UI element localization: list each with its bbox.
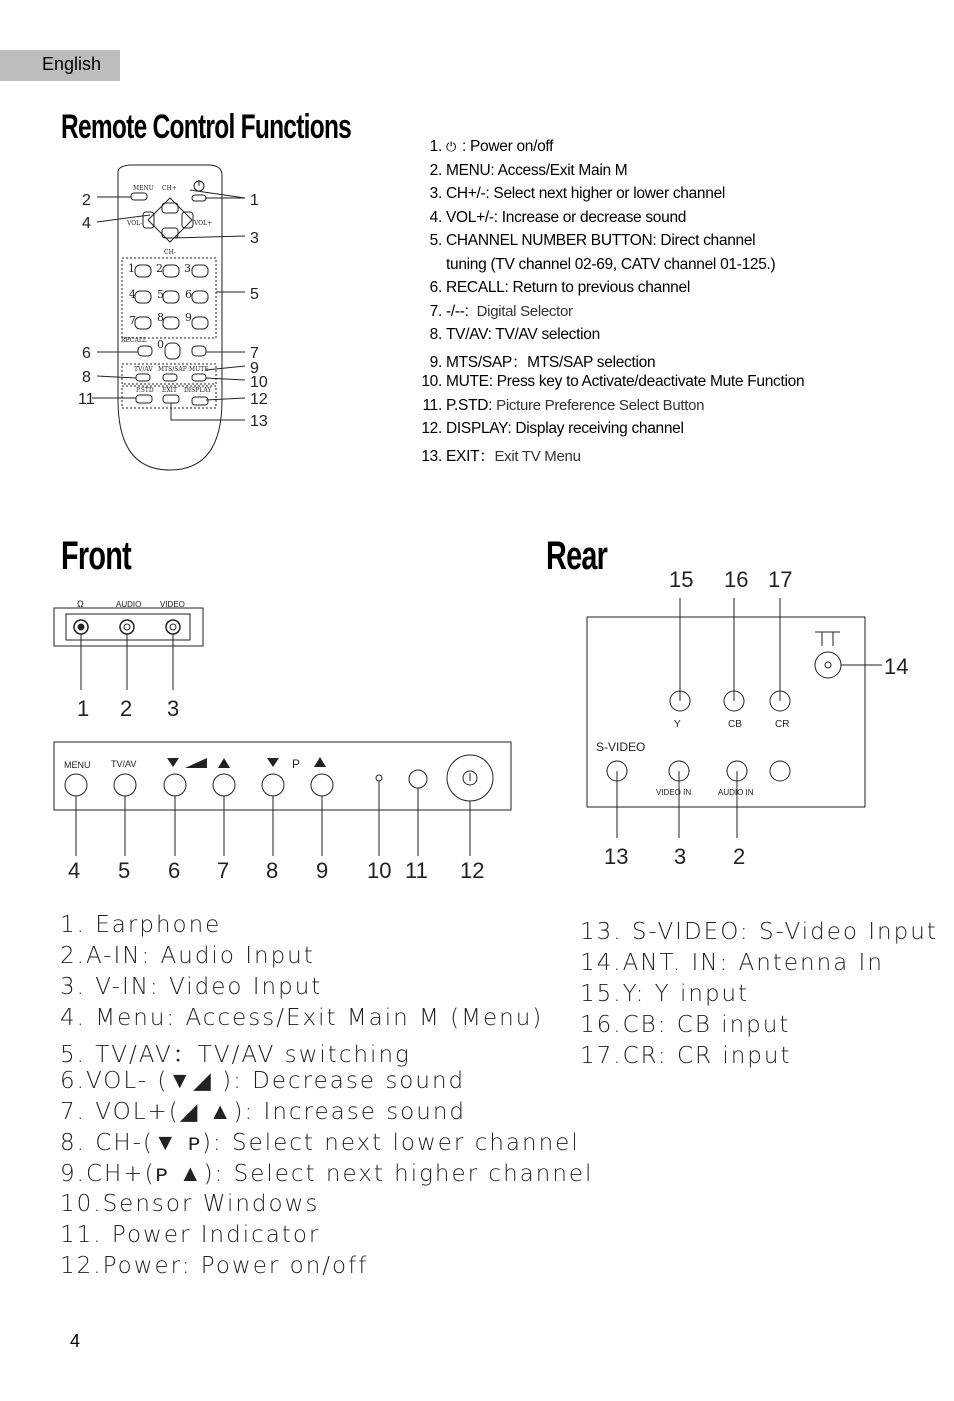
svg-text:5: 5 [157,288,164,301]
front-panel-glyphs [64,757,326,771]
svg-text:8: 8 [82,369,91,386]
remote-item: 11. P.STD: Picture Preference Select Button [422,396,705,414]
rear-bottom-number: 2 [733,844,746,869]
rear-panel-labels [596,719,789,797]
svg-text:2: 2 [82,192,91,209]
volume-ramp-icon [185,758,207,768]
svg-text:9: 9 [250,360,259,377]
front-description-item: 2.A-IN: Audio Input [60,943,315,969]
down-triangle-icon [167,758,179,767]
svg-text:10: 10 [250,374,268,391]
power-icon: ⏻ [446,139,456,154]
front-description-item: 8. CH-(▼ ᴘ): Select next lower channel [60,1130,580,1156]
up-triangle-icon [218,758,230,768]
svg-text:4: 4 [129,288,136,301]
svg-text:11: 11 [78,391,95,408]
rear-side-number: 14 [884,654,909,679]
front-description-item: 4. Menu: Access/Exit Main M (Menu) [60,1005,544,1031]
headphone-icon: Ω [77,599,84,609]
front-description-item: 6.VOL- (▼◢ ): Decrease sound [60,1068,466,1094]
rear-bottom-number: 3 [674,844,687,869]
page-number: 4 [70,1331,81,1351]
up-triangle-icon [314,757,326,767]
remote-item: 10. MUTE: Press key to Activate/deactivate Mute Function [421,373,805,390]
rear-bottom-number: 13 [604,844,629,869]
remote-tvav-label: TV/AV [134,366,153,373]
remote-control-drawing [92,165,245,470]
language-label: English [42,54,102,74]
svg-text:VIDEO: VIDEO [160,600,185,609]
svg-text:4: 4 [82,215,91,232]
front-jack-number: 1 [77,696,90,721]
svg-text:7: 7 [129,314,136,327]
svg-text:6: 6 [185,288,192,301]
remote-recall-label: RECALL [121,337,147,344]
front-control-panel [54,742,511,856]
front-panel-number: 8 [266,858,279,883]
remote-item: tuning (TV channel 02-69, CATV channel 01-125.) [446,255,776,273]
svg-text:AUDIO IN: AUDIO IN [718,788,754,797]
front-panel-number: 4 [68,858,81,883]
remote-display-label: DISPLAY [184,387,212,394]
number-buttons [135,265,208,329]
front-menu-label: MENU [64,760,91,770]
remote-exit-label: EXIT [162,387,178,394]
remote-ch-minus-label: CH- [164,249,176,256]
remote-item: 7. -/--: Digital Selector [429,302,573,320]
remote-pstd-label: P.STD [136,387,154,394]
remote-item: 8. TV/AV: TV/AV selection [429,326,600,343]
remote-item: 4. VOL+/-: Increase or decrease sound [429,208,687,226]
front-panel-number: 10 [367,858,392,883]
rear-title: Rear [546,534,608,578]
antenna-icon [815,632,840,646]
svg-text:1: 1 [250,192,259,209]
svg-text:3: 3 [250,230,259,247]
remote-digit-labels [128,262,192,351]
svg-text:CB: CB [728,719,742,730]
front-panel-number: 7 [217,858,230,883]
rear-panel [587,598,882,838]
remote-button-labels [121,185,212,394]
front-description-item: 1. Earphone [60,912,222,938]
remote-vol-minus-label: VOL- [127,220,143,227]
front-tvav-label: TV/AV [111,759,137,769]
rear-top-number: 15 [669,567,694,592]
rear-description-item: 17.CR: CR input [580,1043,792,1069]
svg-text:0: 0 [157,338,164,351]
front-panel-number: 11 [405,858,428,883]
remote-menu-label: MENU [133,185,154,192]
front-jack-labels [77,599,185,609]
svg-text:9: 9 [185,311,192,324]
svg-text:Y: Y [674,719,681,730]
remote-item: 12. DISPLAY: Display receiving channel [421,420,684,437]
front-panel-number: 6 [168,858,181,883]
front-panel-number: 9 [316,858,329,883]
down-triangle-icon [267,758,279,767]
remote-item: 6. RECALL: Return to previous channel [429,279,690,296]
svg-text:CR: CR [775,719,790,730]
remote-vol-plus-label: VOL+ [194,220,213,227]
svg-text:6: 6 [82,345,91,362]
front-description-item: 12.Power: Power on/off [60,1253,369,1279]
front-p-label: P [292,757,301,771]
svg-text:12: 12 [250,391,268,408]
front-panel-number: 12 [460,858,485,883]
remote-mts-label: MTS/SAP [158,366,187,373]
remote-control-title: Remote Control Functions [61,108,352,146]
rear-description-item: 14.ANT. IN: Antenna In [580,950,884,976]
rear-top-number: 16 [724,567,749,592]
svg-text:AUDIO: AUDIO [116,600,142,609]
svg-text:7: 7 [250,345,259,362]
svg-text:13: 13 [250,413,268,430]
svg-text:8: 8 [157,311,164,324]
remote-item: 5. CHANNEL NUMBER BUTTON: Direct channel [429,232,756,249]
front-description-item: 5. TV/AV：TV/AV switching [60,1042,411,1068]
remote-item: 2. MENU: Access/Exit Main M [429,161,628,179]
svg-text:S-VIDEO: S-VIDEO [596,740,646,754]
remote-item: 3. CH+/-: Select next higher or lower channel [429,185,726,202]
rear-description-item: 15.Y: Y input [580,981,750,1007]
svg-text:2: 2 [156,262,163,275]
remote-item: 9. MTS/SAP：MTS/SAP selection [429,353,656,371]
front-jack-number: 2 [120,696,133,721]
front-panel-number: 5 [118,858,131,883]
front-jack-number: 3 [167,696,180,721]
svg-text:5: 5 [250,286,259,303]
language-tab [0,50,120,81]
front-description-item: 9.CH+(ᴘ ▲): Select next higher channel [60,1161,594,1187]
svg-text:VIDEO IN: VIDEO IN [656,788,692,797]
remote-item: 1. ⏻ : Power on/off [429,138,554,155]
svg-text:3: 3 [184,262,191,275]
front-description-item: 7. VOL+(◢ ▲): Increase sound [60,1099,466,1125]
remote-mute-label: MUTE [189,366,209,373]
remote-callout-numbers [78,192,268,430]
front-description-item: 10.Sensor Windows [60,1191,320,1217]
rear-description-item: 16.CB: CB input [580,1012,791,1038]
rear-description-item: 13. S-VIDEO: S-Video Input [580,919,938,945]
svg-text:1: 1 [128,262,135,275]
front-description-item: 3. V-IN: Video Input [60,974,323,1000]
front-jack-panel [54,608,203,690]
remote-ch-label: CH+ [162,185,177,192]
remote-item: 13. EXIT：Exit TV Menu [421,447,581,465]
front-title: Front [61,534,131,578]
rear-top-number: 17 [768,567,793,592]
front-description-item: 11. Power Indicator [60,1222,321,1248]
